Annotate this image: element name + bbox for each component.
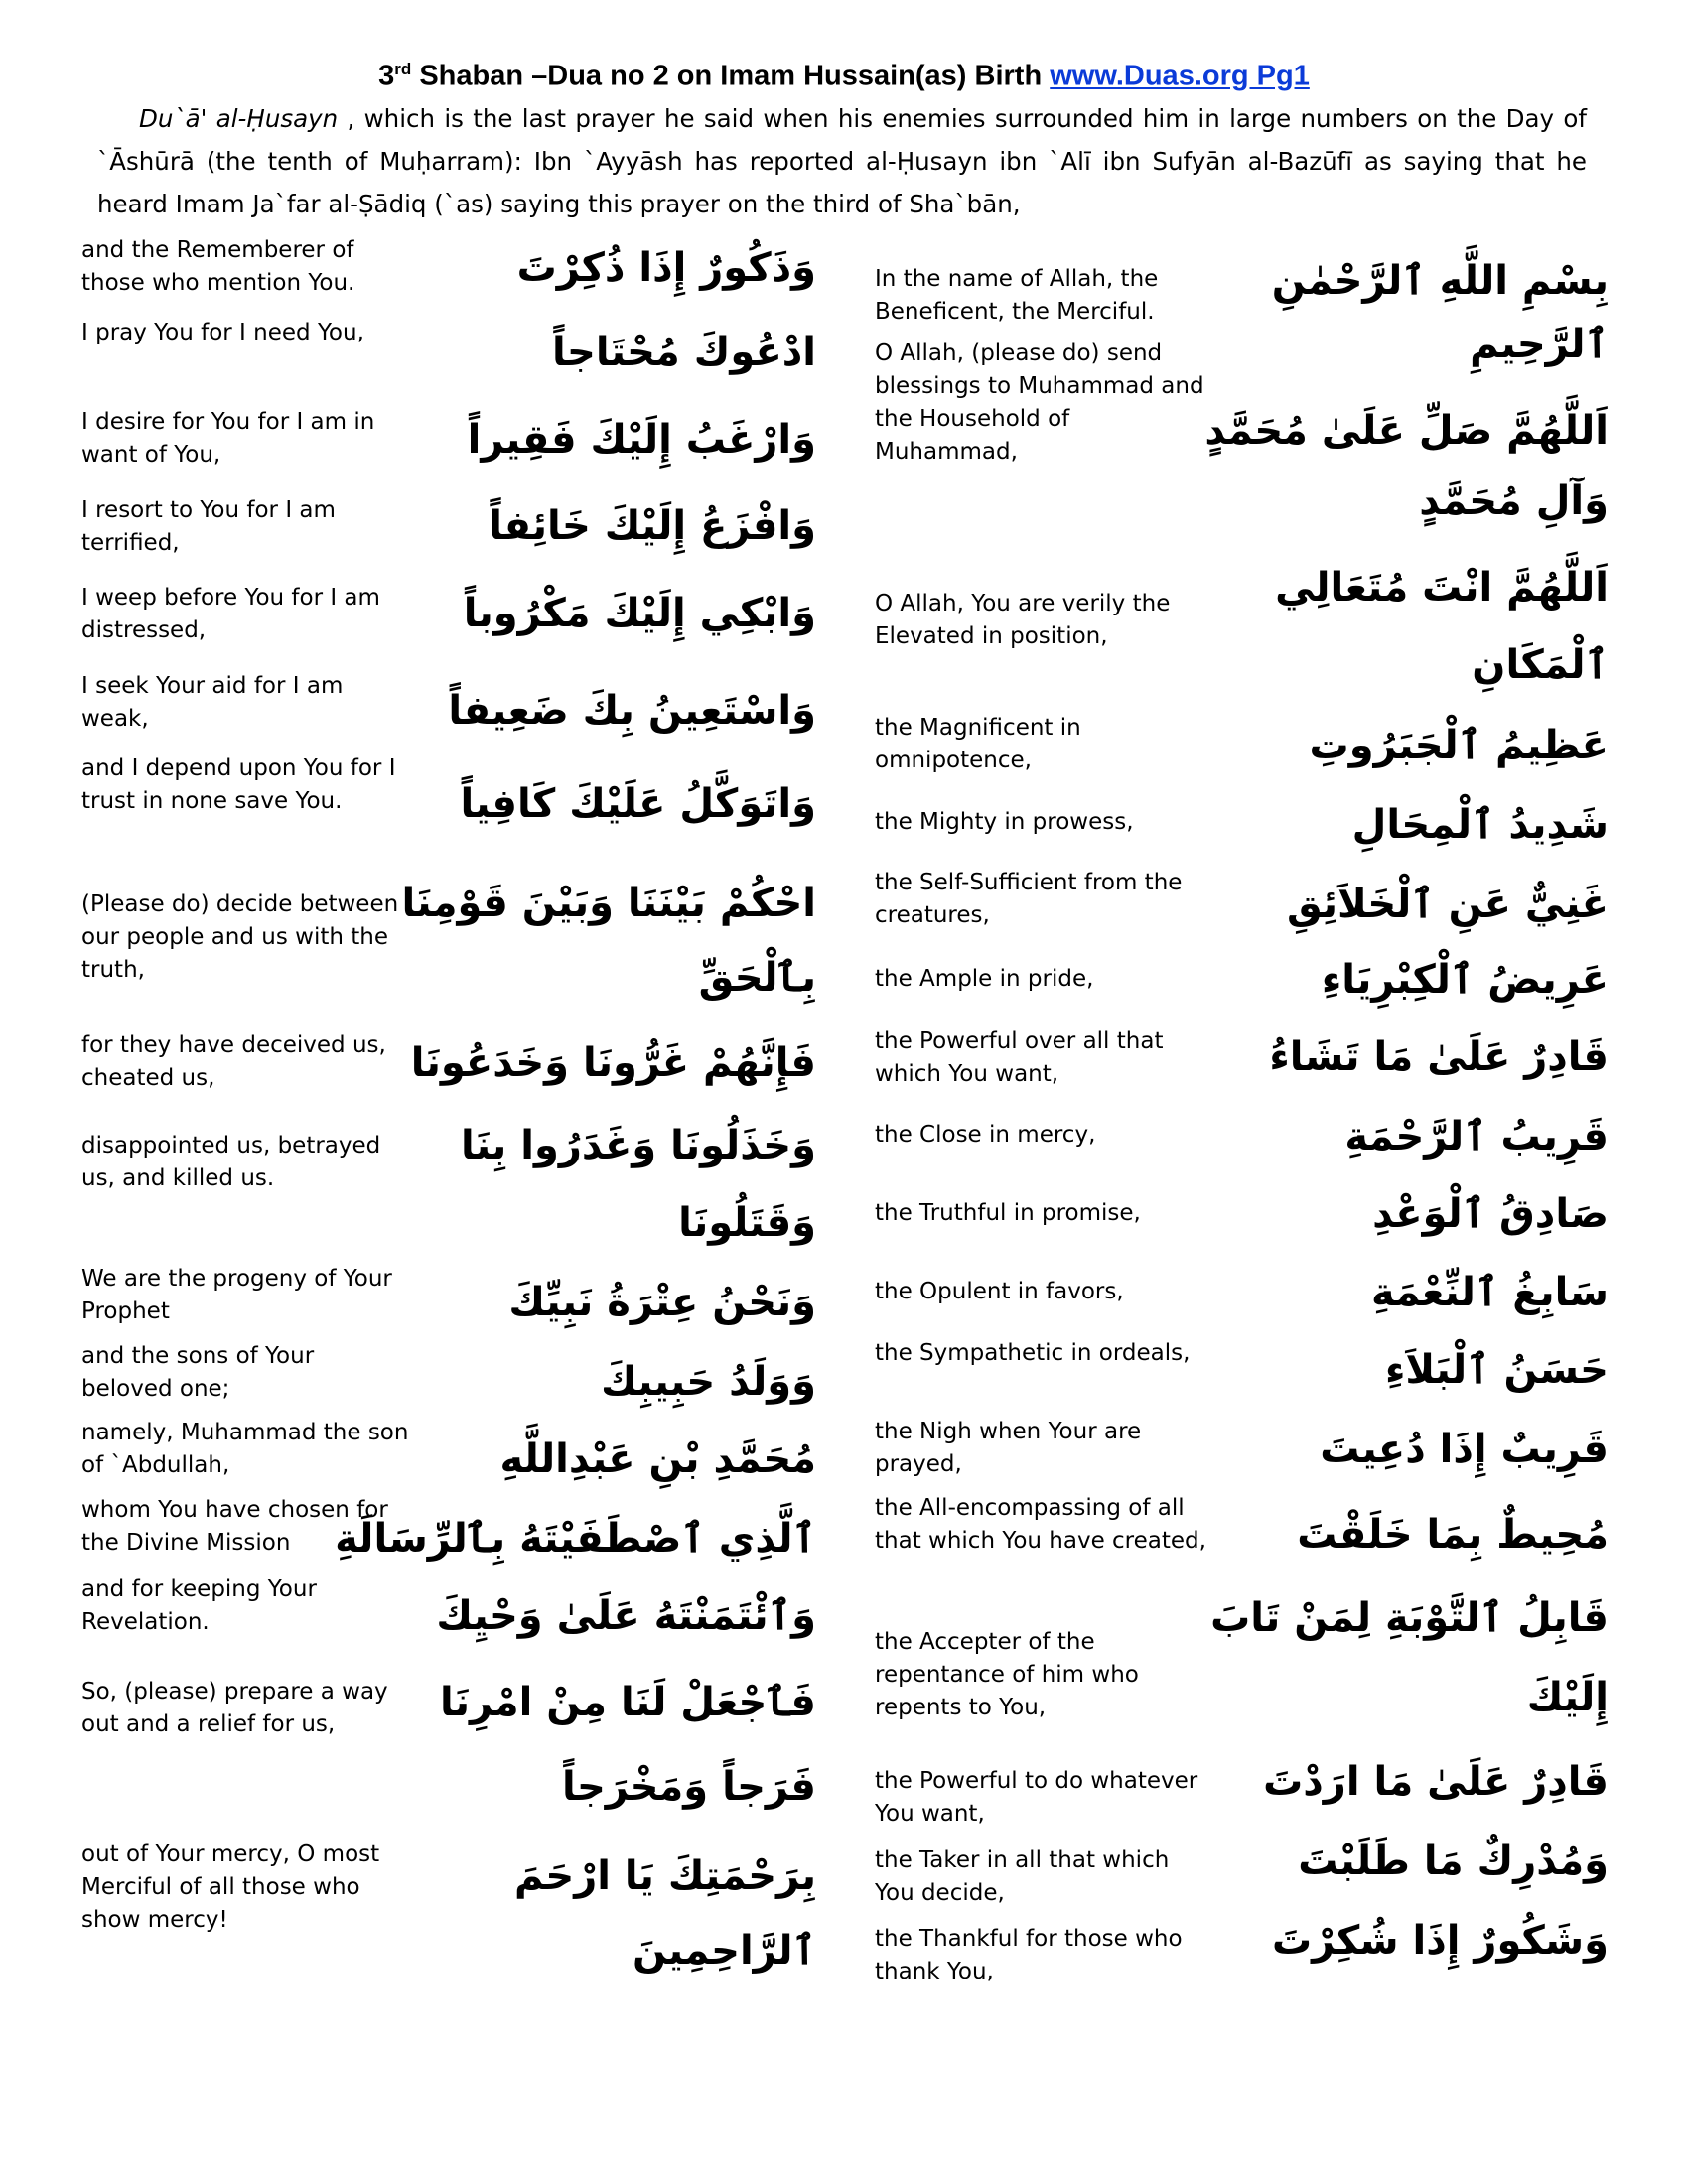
right-english-line: the Close in mercy, [875,1122,1096,1148]
left-english-line: I seek Your aid for I am weak, [81,673,344,732]
left-english-line: out of Your mercy, O most Merciful of all those who show mercy! [81,1842,380,1933]
left-english-line: and for keeping Your Revelation. [81,1576,317,1635]
left-english-line: and I depend upon You for I trust in none save You. [81,755,396,814]
left-arabic-line: ٱلَّذِي ٱصْطَفَيْتَهُ بِٱلرِّسَالَةِ [335,1516,816,1562]
left-english-line: and the sons of Your beloved one; [81,1343,315,1402]
left-english-line: I pray You for I need You, [81,320,364,345]
left-arabic-line: وَاتَوَكَّلُ عَلَيْكَ كَافِياً [460,781,816,827]
title-text: Shaban –Dua no 2 on Imam Hussain(as) Birth [411,60,1051,92]
right-arabic-line: اَللَّهُمَّ صَلِّ عَلَىٰ مُحَمَّدٍ [1204,408,1609,454]
intro-text: , which is the last prayer he said when his enemies surrounded him in large numbers on the Day of `Āshūrā (the tenth of Muḥarram): Ibn `Ayyāsh has reported al-Ḥusayn ibn `Alī ibn Sufyān al-Bazūfī as saying that he heard Imam Ja`far al-Ṣādiq (`as) saying this prayer on the third of Sha`bān, [97,104,1587,218]
title-ordinal: 3 [378,60,395,92]
right-arabic-line: مُحِيطٌ بِمَا خَلَقْتَ [1297,1512,1609,1558]
right-english-line: the Self-Sufficient from the creatures, [875,870,1183,928]
left-english-line: for they have deceived us, cheated us, [81,1032,386,1091]
left-arabic-line: ٱلرَّاحِمِينَ [632,1928,816,1974]
right-english-line: the Sympathetic in ordeals, [875,1340,1191,1366]
right-arabic-line: ٱلرَّحِيمِ [1470,322,1609,367]
left-arabic-line: وَافْزَعُ إِلَيْكَ خَائِفاً [489,503,816,549]
right-arabic-line: قَادِرٌ عَلَىٰ مَا تَشَاءُ [1269,1034,1609,1080]
left-english-line: namely, Muhammad the son of `Abdullah, [81,1420,409,1478]
left-english-line: (Please do) decide between our people and us with the truth, [81,891,399,983]
left-english-line: So, (please) prepare a way out and a relief for us, [81,1679,388,1737]
intro-paragraph [97,97,1587,225]
right-english-line: the Thankful for those who thank You, [875,1926,1183,1984]
right-arabic-line: غَنِيٌّ عَنِ ٱلْخَلاَئِقِ [1286,882,1609,927]
left-arabic-line: فَإِنَّهُمْ غَرُّونَا وَخَدَعُونَا [410,1040,816,1086]
right-arabic-line: وَآلِ مُحَمَّدٍ [1419,478,1609,524]
right-arabic-line: اَللَّهُمَّ انْتَ مُتَعَالِي [1275,565,1609,611]
right-arabic-line: قَادِرٌ عَلَىٰ مَا ارَدْتَ [1263,1759,1609,1805]
website-link[interactable]: www.Duas.org Pg1 [1050,60,1310,92]
left-arabic-line: بِرَحْمَتِكَ يَا ارْحَمَ [514,1853,816,1899]
right-arabic-line: وَمُدْرِكٌ مَا طَلَبْتَ [1298,1839,1609,1884]
right-english-line: the Ample in pride, [875,966,1094,992]
right-english-line: In the name of Allah, the Beneficent, the Merciful. [875,266,1159,325]
right-english-line: the Accepter of the repentance of him who repents to You, [875,1629,1139,1720]
left-english-line: disappointed us, betrayed us, and killed us. [81,1133,381,1191]
right-arabic-line: قَرِيبٌ إِذَا دُعِيتَ [1320,1427,1609,1472]
intro-dua-name: Du`ā' al-Ḥusayn [139,104,339,133]
right-arabic-line: عَظِيمُ ٱلْجَبَرُوتِ [1309,723,1609,768]
right-english-line: the Powerful to do whatever You want, [875,1768,1198,1827]
right-english-line: the Nigh when Your are prayed, [875,1419,1142,1477]
right-english-line: the All-encompassing of all that which You have created, [875,1495,1206,1554]
left-arabic-line: وَقَتَلُونَا [678,1200,816,1246]
right-arabic-line: شَدِيدُ ٱلْمِحَالِ [1351,802,1609,848]
left-english-line: whom You have chosen for the Divine Mission [81,1497,388,1556]
left-arabic-line: وَٱئْتَمَنْتَهُ عَلَىٰ وَحْيِكَ [436,1593,816,1639]
right-english-line: the Magnificent in omnipotence, [875,715,1081,773]
right-arabic-line: حَسَنُ ٱلْبَلاَءِ [1384,1347,1609,1393]
page-title [0,52,1688,94]
left-arabic-line: وَارْغَبُ إِلَيْكَ فَقِيراً [467,417,816,463]
right-arabic-line: قَابِلُ ٱلتَّوْبَةِ لِمَنْ تَابَ [1210,1595,1609,1641]
right-arabic-line: وَشَكُورٌ إِذَا شُكِرْتَ [1271,1918,1609,1964]
right-arabic-line: عَرِيضُ ٱلْكِبْرِيَاءِ [1321,957,1609,1003]
left-arabic-line: وَذَكُورٌ إِذَا ذُكِرْتَ [516,245,816,291]
title-ordinal-suffix: rd [394,60,412,78]
right-arabic-line: بِسْمِ اللَّهِ ٱلرَّحْمٰنِ [1271,258,1609,304]
left-english-line: We are the progeny of Your Prophet [81,1266,392,1324]
left-english-line: and the Rememberer of those who mention You. [81,237,355,296]
left-arabic-line: فَرَجاً وَمَخْرَجاً [561,1764,816,1810]
right-english-line: the Opulent in favors, [875,1279,1124,1304]
left-arabic-line: ادْعُوكَ مُحْتَاجاً [551,330,816,375]
left-arabic-line: فَٱجْعَلْ لَنَا مِنْ امْرِنَا [439,1680,816,1725]
right-arabic-line: صَادِقُ ٱلْوَعْدِ [1372,1191,1609,1237]
right-arabic-line: سَابِغُ ٱلنِّعْمَةِ [1370,1270,1609,1315]
left-english-line: I weep before You for I am distressed, [81,585,380,643]
right-english-line: the Taker in all that which You decide, [875,1847,1170,1906]
left-arabic-line: وَابْكِي إِلَيْكَ مَكْرُوباً [463,591,816,636]
left-english-line: I resort to You for I am terrified, [81,497,336,556]
left-arabic-line: وَاسْتَعِينُ بِكَ ضَعِيفاً [448,688,816,734]
left-arabic-line: وَنَحْنُ عِتْرَةُ نَبِيِّكَ [508,1280,816,1325]
left-arabic-line: وَخَذَلُونَا وَغَدَرُوا بِنَا [460,1123,816,1168]
left-arabic-line: وَوَلَدُ حَبِيبِكَ [601,1359,816,1405]
right-arabic-line: ٱلْمَكَانِ [1472,642,1609,688]
right-arabic-line: قَرِيبُ ٱلرَّحْمَةِ [1344,1114,1609,1160]
left-english-line: I desire for You for I am in want of You, [81,409,375,468]
right-english-line: the Truthful in promise, [875,1200,1141,1226]
right-english-line: the Powerful over all that which You want, [875,1028,1164,1087]
right-english-line: the Mighty in prowess, [875,809,1134,835]
left-arabic-line: مُحَمَّدِ بْنِ عَبْدِاللَّهِ [499,1436,816,1482]
left-arabic-line: بِٱلْحَقِّ [698,955,816,1001]
right-arabic-line: إِلَيْكَ [1526,1675,1609,1720]
right-english-line: O Allah, You are verily the Elevated in position, [875,591,1171,649]
right-english-line: O Allah, (please do) send blessings to Muhammad and the Household of Muhammad, [875,341,1204,465]
left-arabic-line: احْكُمْ بَيْنَنَا وَبَيْنَ قَوْمِنَا [401,881,816,926]
